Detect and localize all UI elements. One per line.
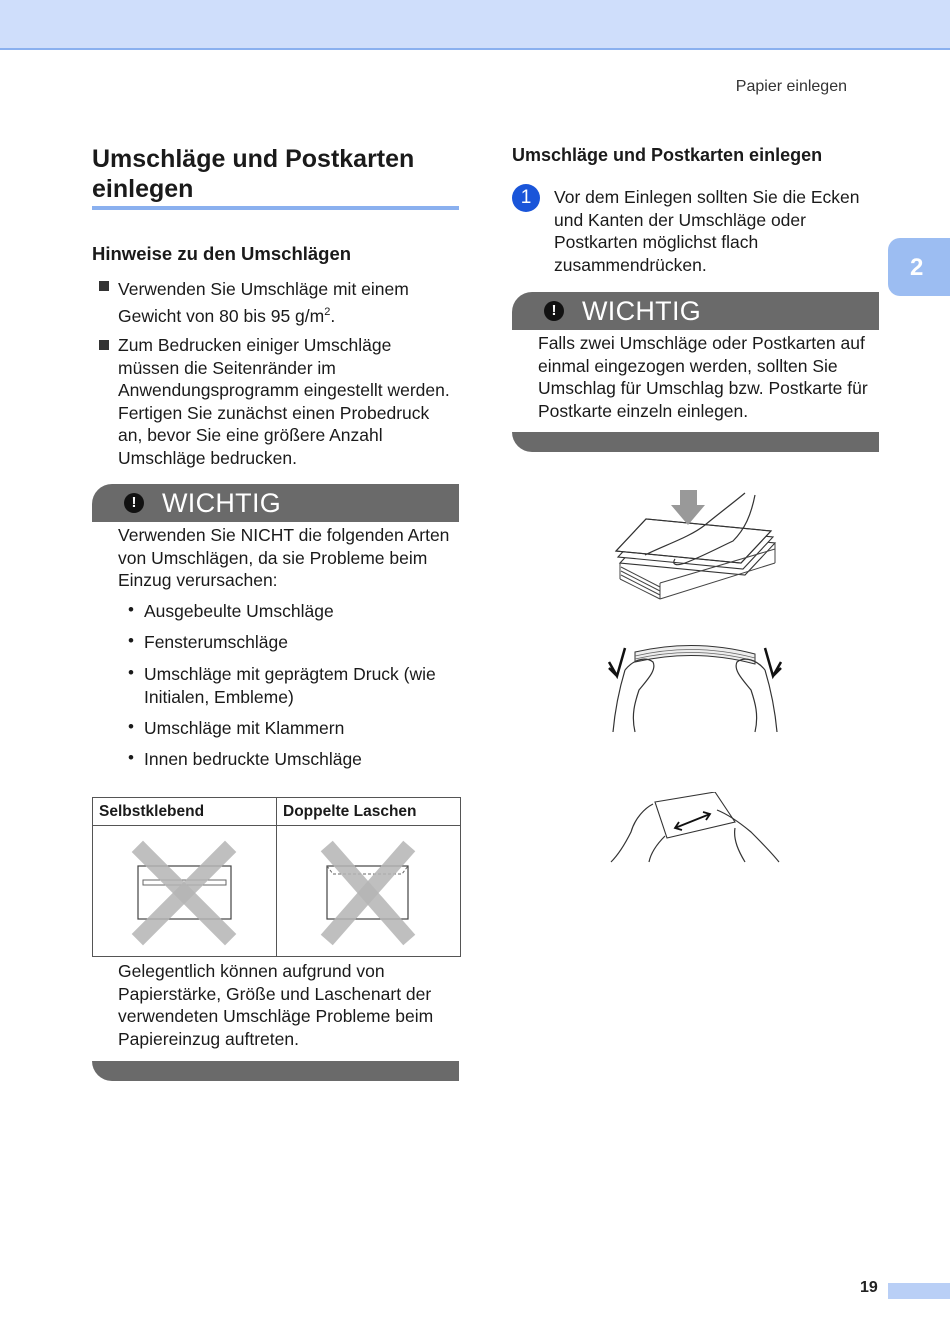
step-instruction: Vor dem Einlegen sollten Sie die Ecken und Kanten der Umschläge oder Postkarten möglichst flach zusammendrücken. <box>554 187 860 275</box>
page-title-line2: einlegen <box>92 175 194 203</box>
envelope-type-item: Umschläge mit Klammern <box>144 718 345 738</box>
double-flap-envelope-crossed-icon <box>277 826 460 951</box>
warning-footer-right <box>512 432 879 452</box>
bullet-dot: • <box>128 748 134 767</box>
envelope-type-item: Umschläge mit geprägtem Druck (wie Initialen, Embleme) <box>144 664 436 707</box>
envelope-type-item: Innen bedruckte Umschläge <box>144 749 362 769</box>
envelope-type-table <box>92 797 461 957</box>
warning-header-left <box>92 484 459 522</box>
warning-footer-left <box>92 1061 459 1081</box>
bullet-square <box>99 340 109 350</box>
warning-intro: Verwenden Sie NICHT die folgenden Arten von Umschlägen, da sie Probleme beim Einzug verursachen: <box>118 525 450 590</box>
bullet-dot: • <box>128 631 134 650</box>
page-title <box>92 144 459 204</box>
press-envelope-stack-illustration <box>605 485 785 605</box>
page-title-line1: Umschläge und Postkarten <box>92 145 415 173</box>
title-underline <box>92 206 459 210</box>
margins-note: Zum Bedrucken einiger Umschläge müssen die Seitenränder im Anwendungsprogramm eingestellt werden. Fertigen Sie zunächst einen Probedruck an, bevor Sie eine größere Anzahl Umschläge bedrucken. <box>118 335 450 468</box>
loading-heading: Umschläge und Postkarten einlegen <box>512 145 823 165</box>
warning-header-right <box>512 292 879 330</box>
envelope-type-item: Fensterumschläge <box>144 632 288 652</box>
superscript-2: 2 <box>324 306 331 319</box>
envelope-weight-note <box>118 276 448 330</box>
insert-envelope-illustration <box>605 792 785 864</box>
table-header-self-adhesive: Selbstklebend <box>93 798 277 826</box>
envelope-weight-text: Verwenden Sie Umschläge mit einem Gewicht von 80 bis 95 g/m <box>118 279 409 326</box>
step-number-badge: 1 <box>512 184 540 212</box>
footer-bar <box>888 1283 950 1299</box>
warning-icon: ! <box>544 301 564 321</box>
table-header-double-flap: Doppelte Laschen <box>277 798 461 826</box>
self-adhesive-envelope-cell <box>93 826 277 957</box>
top-header-band <box>0 0 950 50</box>
page-number: 19 <box>860 1279 878 1296</box>
bullet-dot: • <box>128 600 134 619</box>
warning-icon: ! <box>124 493 144 513</box>
warning-title: WICHTIG <box>162 488 282 518</box>
self-adhesive-envelope-crossed-icon <box>93 826 276 951</box>
bullet-square <box>99 281 109 291</box>
bullet-dot: • <box>128 663 134 682</box>
notes-heading: Hinweise zu den Umschlägen <box>92 243 352 264</box>
bullet-dot: • <box>128 717 134 736</box>
double-feed-warning-text: Falls zwei Umschläge oder Postkarten auf einmal eingezogen werden, sollten Sie Umschlag für Umschlag bzw. Postkarte für Postkarte einzeln einlegen. <box>538 333 868 421</box>
chapter-number: 2 <box>910 254 924 281</box>
chapter-tab <box>888 238 950 296</box>
warning-closing-text: Gelegentlich können aufgrund von Papierstärke, Größe und Laschenart der verwendeten Umschläge Probleme beim Papiereinzug auftreten. <box>118 961 434 1049</box>
double-flap-envelope-cell <box>277 826 461 957</box>
running-header: Papier einlegen <box>735 78 847 95</box>
bend-envelopes-illustration <box>605 640 785 735</box>
period: . <box>330 306 336 326</box>
warning-title: WICHTIG <box>582 296 702 326</box>
envelope-type-item: Ausgebeulte Umschläge <box>144 601 334 621</box>
